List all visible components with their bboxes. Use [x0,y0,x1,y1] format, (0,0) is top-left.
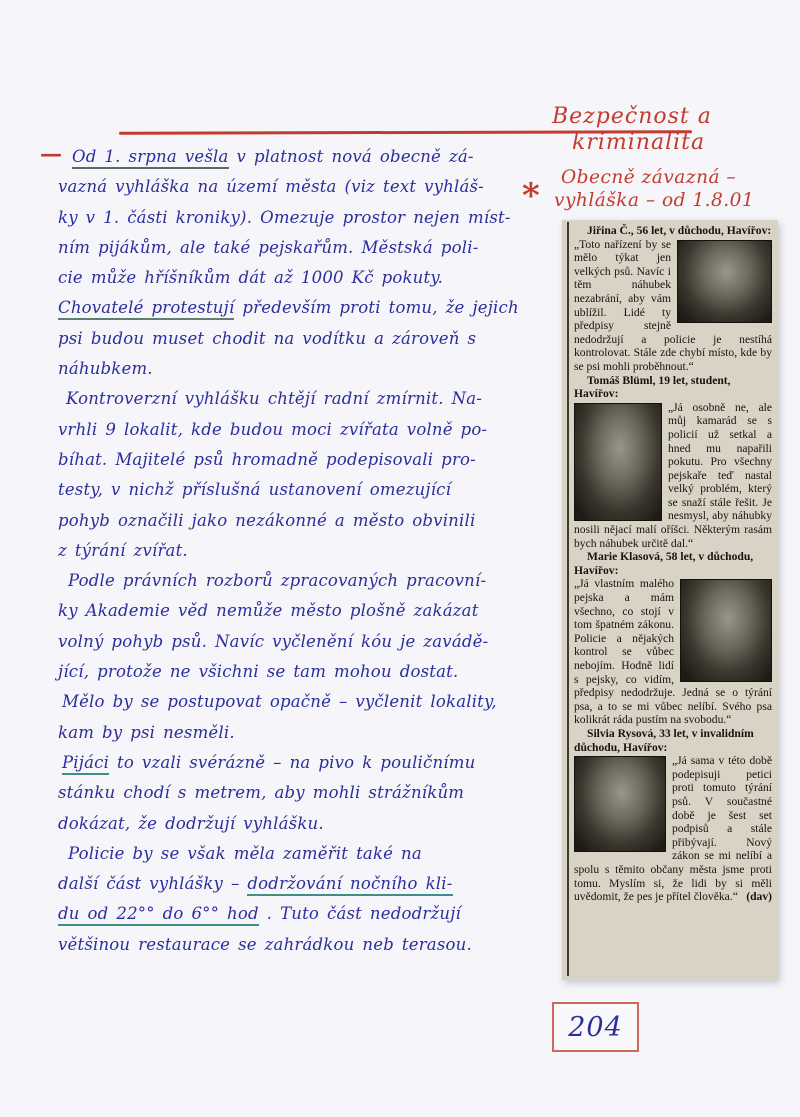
portrait-photo [574,756,666,852]
annotation-note-line1: Obecně závazná – [561,167,737,188]
handwriting-line [58,172,550,202]
handwriting-phrase: vazná vyhláška na území města (viz text vyhláš- [58,177,484,197]
handwriting-phrase: v platnost nová obecně zá- [228,147,474,166]
handwriting-line [58,748,550,778]
handwriting-line [58,930,550,960]
handwriting-line [58,596,550,626]
handwriting-phrase: pohyb označili jako nezákonné a město obvinili [58,510,476,530]
handwriting-phrase: Mělo by se postupovat opačně – vyčlenit lokality, [62,692,497,712]
clipping-item [574,727,772,904]
handwriting-line [58,899,550,929]
handwriting-phrase: volný pohyb psů. Navíc vyčlenění kóu je zavádě- [58,631,489,651]
handwriting-phrase: stánku chodí s metrem, aby mohli strážníkům [58,783,465,803]
handwriting-underlined-phrase: du od 22°° do 6°° hod [58,904,259,926]
handwriting-phrase: náhubkem. [58,359,153,379]
handwriting-text [58,142,550,960]
handwriting-phrase: Podle právních rozborů zpracovaných pracovní- [68,571,487,591]
handwriting-phrase: cie může hříšníkům dát až 1000 Kč pokuty. [58,268,444,288]
handwriting-line [58,233,550,263]
annotation-note-line2: vyhláška – od 1.8.01 [554,190,755,211]
handwriting-line [58,536,550,566]
handwriting-phrase: ním pijákům, ale také pejskařům. Městská poli- [58,237,479,257]
handwriting-line [58,354,550,384]
news-clipping [562,220,778,980]
handwriting-phrase: testy, v nichž příslušná ustanovení omezující [58,480,452,500]
credit-tag: (dav) [746,890,772,904]
portrait-photo [680,579,772,682]
handwriting-phrase: . Tuto část nedodržují [258,904,461,924]
handwriting-line [58,566,550,596]
interviewee-name: Silvia Rysová, 33 let, v invalidním důchodu, Havířov: [574,726,754,754]
category-heading-line2: kriminalita [572,130,706,155]
handwriting-line [58,687,550,717]
interviewee-name: Marie Klasová, 58 let, v důchodu, Havířov: [574,550,754,577]
clipping-item [574,550,772,727]
handwriting-phrase: Policie by se však měla zaměřit také na [68,843,422,863]
handwriting-line [58,203,550,233]
handwriting-phrase: ky v 1. části kroniky). Omezuje prostor nejen míst- [58,207,511,227]
page-number-box [552,1002,639,1052]
handwriting-line [58,657,550,687]
handwriting-phrase: jící, protože ne všichni se tam mohou dostat. [58,662,459,682]
handwriting-line [58,324,550,354]
handwriting-line [58,506,550,536]
quote-text: „Já sama v této době podepisuji petici proti tomuto týrání psů. V součastné době je šest set podpisů a stále přibývají. Nový zákon se mi nelíbí a spolu s těmito občany města jsme proti tomu. Myslím si, že lidi by si měli uvědomit, že pes je přítel člověka.“ (dav) [574,754,772,904]
category-heading-line1: Bezpečnost a [552,104,712,129]
handwriting-line [58,839,550,869]
quote-text: „Toto nařízení by se mělo týkat jen velkých psů. Navíc i těm náhubek nezabrání, aby vám ublížil. Lidé ty předpisy stejně nedodržují a policie je nestíhá kontrolovat. Stále zde chybí místo, kde by se psi mohli proběhnout.“ [574,237,772,373]
handwriting-line [58,445,550,475]
portrait-photo [574,403,662,521]
handwriting-phrase: především proti tomu, že jejich [234,298,519,318]
handwriting-phrase: Kontroverzní vyhlášku chtějí radní zmírnit. Na- [66,389,483,409]
quote-text: „Já osobně ne, ale můj kamarád se s policií už setkal a hned mu napařili pokutu. Pro všechny pejskaře teď nastal velký problém, který se snaží stále řešit. Je nesmysl, aby náhubky nosili nějací malí oříšci. Některým rasám bych náhubek určitě dal.“ [574,400,772,550]
handwriting-line [58,718,550,748]
handwriting-line [58,142,550,172]
handwriting-phrase: vrhli 9 lokalit, kde budou moci zvířata volně po- [58,419,488,439]
handwriting-line [58,263,550,293]
quote-text: „Já vlastním malého pejska a mám všechno, co stojí v tom špatném zákonu. Policie a nějakých kontrol se vůbec nebojím. Hodně lidí s pejsky, co vidím, předpisy nedodržuje. Jedná se o týrání psa, a to se mi vůbec nelíbí. Svého psa kolikrát ráda pustím na svobodu.“ [574,577,772,727]
handwriting-line [58,293,550,323]
handwriting-line [58,627,550,657]
handwriting-phrase: psi budou muset chodit na vodítku a zároveň s [58,328,477,348]
handwriting-phrase: kam by psi nesměli. [58,722,235,742]
margin-dash-icon: — [40,141,61,167]
handwriting-underlined-phrase: dodržování nočního kli- [247,874,452,896]
handwriting-underlined-phrase: Pijáci [62,753,109,775]
handwriting-line [58,869,550,899]
star-annotation-icon: * [522,176,540,216]
handwriting-phrase: dokázat, že dodržují vyhlášku. [58,813,324,833]
handwriting-phrase: bíhat. Majitelé psů hromadně podepisovali pro- [58,449,476,469]
handwriting-phrase: to vzali svérázně – na pivo k pouličnímu [109,752,476,772]
portrait-photo [677,240,772,323]
handwriting-phrase: další část vyhlášky – [58,874,248,894]
handwriting-line [58,475,550,505]
clipping-item [574,224,772,374]
interviewee-name: Tomáš Blüml, 19 let, student, Havířov: [574,373,731,401]
handwriting-underlined-phrase: Chovatelé protestují [58,298,234,320]
handwriting-phrase: z týrání zvířat. [58,540,188,560]
handwriting-line [58,415,550,445]
handwriting-phrase: většinou restaurace se zahrádkou neb terasou. [58,934,472,954]
handwriting-underlined-phrase: Od 1. srpna vešla [72,147,229,169]
page-number: 204 [568,1011,623,1043]
handwriting-line [58,778,550,808]
clipping-body [574,224,772,904]
handwriting-line [58,384,550,414]
handwriting-line [58,809,550,839]
handwriting-phrase: ky Akademie věd nemůže město plošně zakázat [58,601,479,621]
clipping-item [574,374,772,551]
interviewee-name: Jiřina Č., 56 let, v důchodu, Havířov: [587,224,772,237]
